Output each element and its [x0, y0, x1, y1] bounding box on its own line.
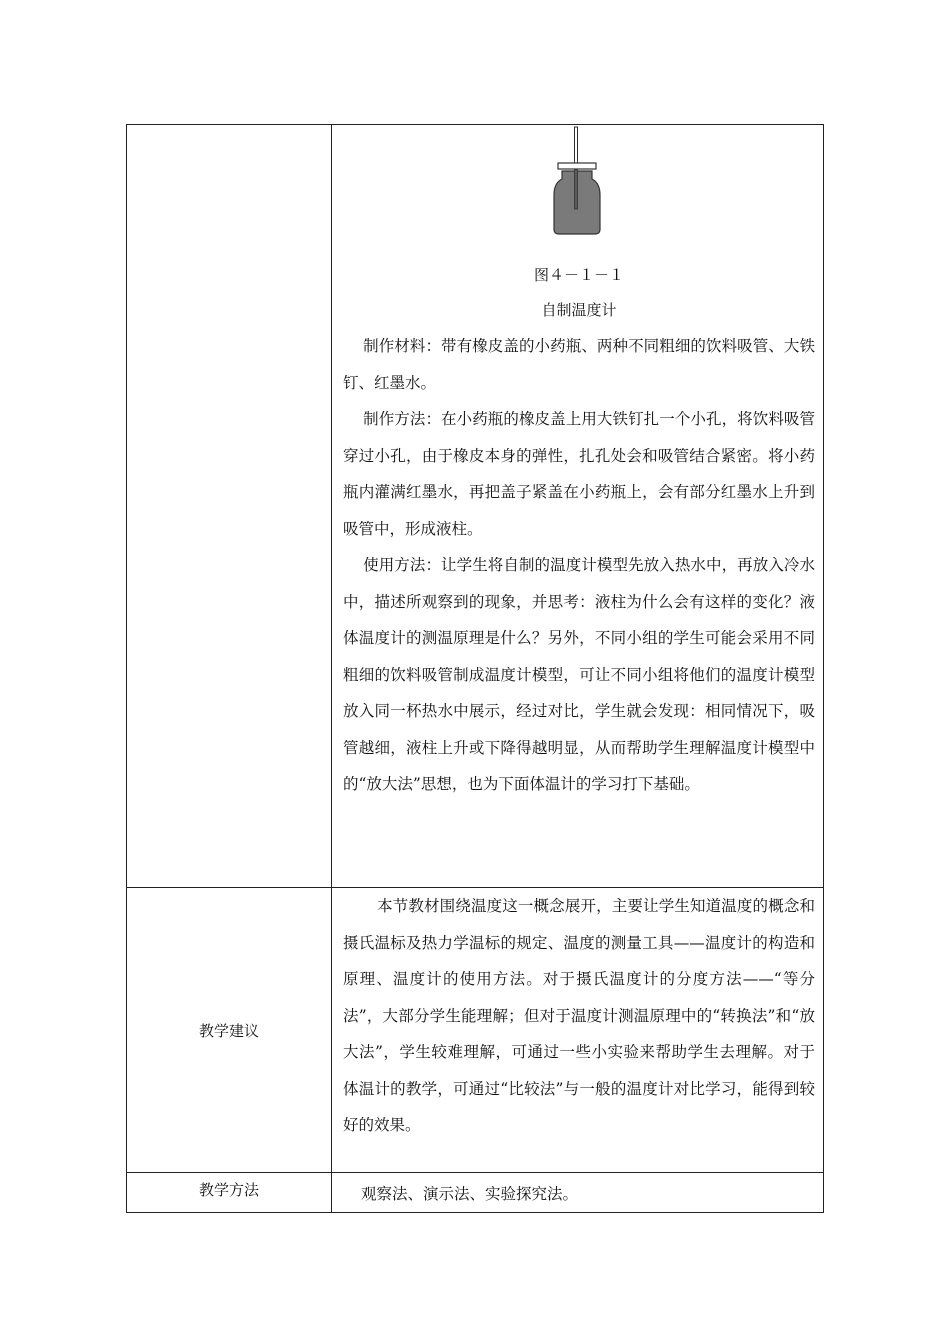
figure-area: [343, 125, 815, 258]
cap-shape: [558, 163, 596, 169]
lesson-table: [126, 124, 824, 1213]
method-paragraph: 制作方法：在小药瓶的橡皮盖上用大铁钉扎一个小孔，将饮料吸管穿过小孔，由于橡皮本身的弹性，扎孔处会和吸管结合紧密。将小药瓶内灌满红墨水，再把盖子紧盖在小药瓶上，会有部分红墨水上升到吸管中，形成液柱。: [343, 410, 815, 538]
table-row-experiment: [127, 125, 823, 888]
usage-paragraph: 使用方法：让学生将自制的温度计模型先放入热水中，再放入冷水中，描述所观察到的现象，并思考：液柱为什么会有这样的变化？液体温度计的测温原理是什么？另外，不同小组的学生可能会采用不同粗细的饮料吸管制成温度计模型，可让不同小组将他们的温度计模型放入同一杯热水中展示，经过对比，学生就会发现：相同情况下，吸管越细，液柱上升或下降得越明显，从而帮助学生理解温度计模型中的“放大法”思想，也为下面体温计的学习打下基础。: [343, 556, 815, 793]
figure-title: 自制温度计: [541, 301, 617, 319]
row-label-teaching-advice: 教学建议: [127, 888, 332, 1172]
teaching-method-cell: [332, 1173, 823, 1212]
table-row-teaching-advice: [127, 888, 823, 1173]
teaching-advice-cell: [332, 888, 823, 1172]
row-label-empty: [127, 125, 332, 887]
teaching-advice-paragraph: 本节教材围绕温度这一概念展开，主要让学生知道温度的概念和摄氏温标及热力学温标的规定、温度的测量工具——温度计的构造和原理、温度计的使用方法。对于摄氏温度计的分度方法——“等分法”，大部分学生能理解；但对于温度计测温原理中的“转换法”和“放大法”，学生较难理解，可通过一些小实验来帮助学生去理解。对于体温计的教学，可通过“比较法”与一般的温度计对比学习，能得到较好的效果。: [343, 897, 815, 1134]
homemade-thermometer-figure: [547, 125, 607, 258]
table-row-teaching-method: [127, 1173, 823, 1212]
experiment-cell: [332, 125, 823, 887]
figure-number: 图４－１－１: [533, 266, 624, 284]
straw-inner-shape: [575, 169, 578, 209]
row-label-teaching-method: 教学方法: [127, 1173, 332, 1212]
teaching-method-text: 观察法、演示法、实验探究法。: [361, 1184, 579, 1203]
materials-paragraph: 制作材料：带有橡皮盖的小药瓶、两种不同粗细的饮料吸管、大铁钉、红墨水。: [343, 337, 815, 392]
